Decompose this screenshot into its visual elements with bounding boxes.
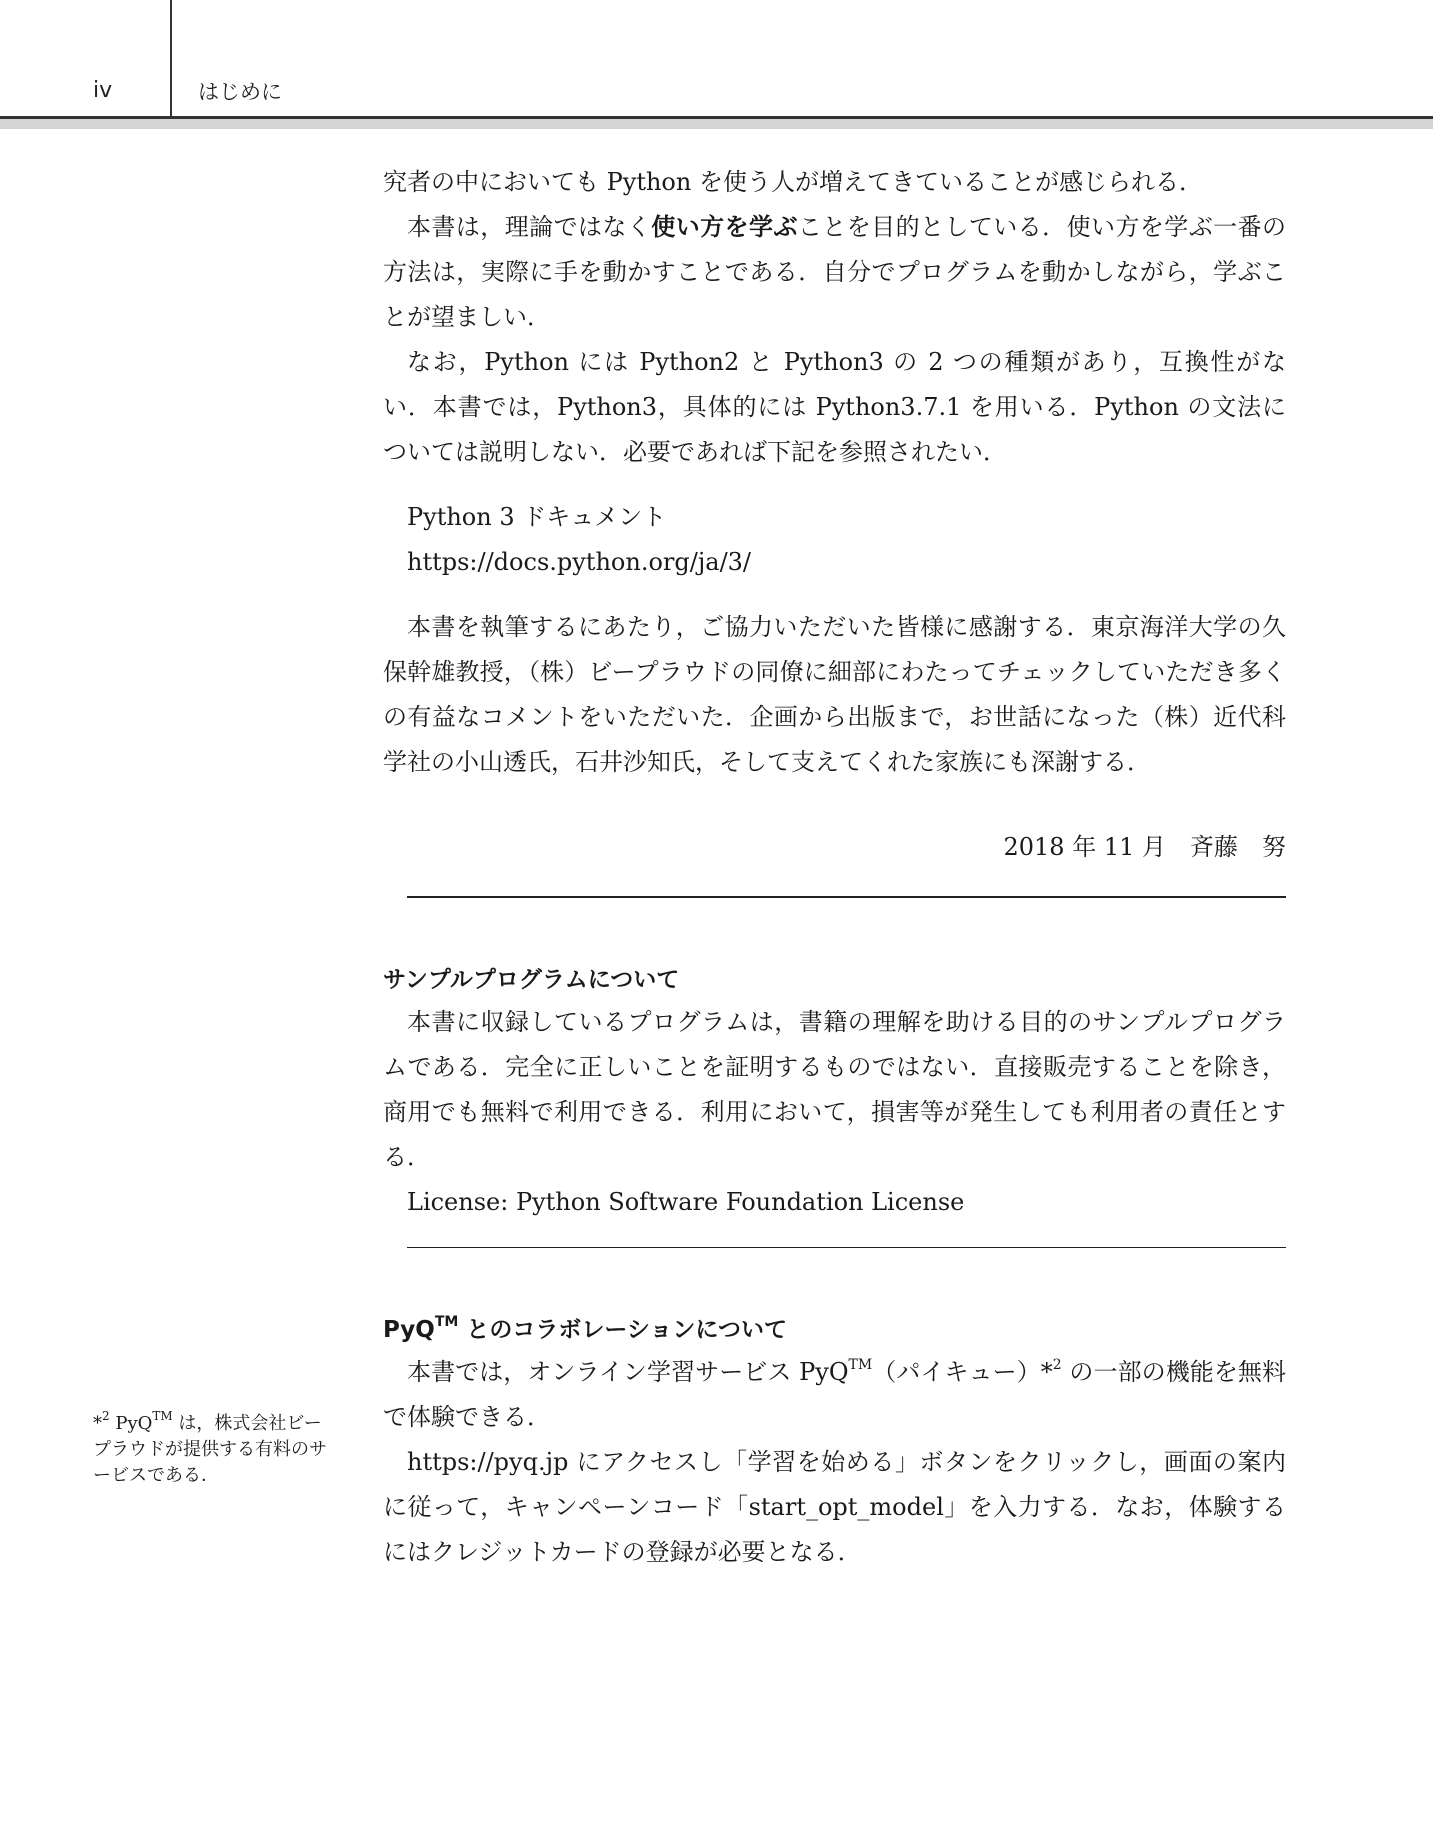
pyq-paragraph-1 <box>383 1350 1286 1440</box>
trademark-mark: TM <box>152 1409 173 1423</box>
sample-section-heading: サンプルプログラムについて <box>383 966 680 993</box>
pyq-paragraph-2: https://pyq.jp にアクセスし「学習を始める」ボタンをクリックし，画面の案内に従って，キャンペーンコード「start_opt_model」を入力する．なお，体験するにはクレジットカードの登録が必要となる． <box>383 1448 1286 1566</box>
pyq-p1-tail: の一部の機能を無料で体験できる． <box>383 1358 1286 1431</box>
signature <box>383 825 1286 870</box>
pyq-heading-prefix: PyQ <box>383 1317 435 1343</box>
footnote-mark: 2 <box>1052 1357 1062 1373</box>
header-band <box>0 119 1433 129</box>
intro-paragraph-1: 究者の中においても Python を使う人が増えてきていることが感じられる． <box>383 168 1203 196</box>
sample-section-body: 本書に収録しているプログラムは，書籍の理解を助ける目的のサンプルプログラムである．完全に正しいことを証明するものではない．直接販売することを除き，商用でも無料で利用できる．利用において，損害等が発生しても利用者の責任とする． <box>383 1007 1286 1171</box>
reference-url: https://docs.python.org/ja/3/ <box>407 548 752 576</box>
sidenote-number: 2 <box>102 1409 110 1423</box>
sidenote-text: は，株式会社ビープラウドが提供する有料のサービスである． <box>93 1413 327 1486</box>
signature-date: 2018 年 11 月 <box>1003 833 1166 861</box>
pyq-section-heading <box>383 1310 1286 1350</box>
reference-title: Python 3 ドキュメント <box>407 503 667 531</box>
pyq-p1-middle: （パイキュー）* <box>872 1358 1053 1386</box>
reference-block <box>383 495 1286 585</box>
pyq-p1-lead: 本書では，オンライン学習サービス PyQ <box>407 1358 849 1386</box>
page-number: iv <box>93 78 113 103</box>
section-divider <box>407 896 1286 898</box>
sidenote-lead: PyQ <box>109 1413 153 1434</box>
main-column <box>383 160 1286 1575</box>
intro-paragraph-2 <box>383 205 1286 340</box>
emphasis-text: 使い方を学ぶ <box>651 213 798 241</box>
sidenote <box>93 1411 333 1489</box>
trademark-mark: TM <box>848 1357 873 1373</box>
section-divider <box>407 1247 1286 1249</box>
pyq-heading-suffix: とのコラボレーションについて <box>458 1317 787 1343</box>
signature-name: 斉藤 努 <box>1190 833 1286 861</box>
chapter-title: はじめに <box>198 80 282 104</box>
intro-p2-tail: ことを目的としている．使い方を学ぶ一番の方法は，実際に手を動かすことである．自分でプログラムを動かしながら，学ぶことが望ましい． <box>383 213 1287 331</box>
license-line: License: Python Software Foundation License <box>407 1187 965 1216</box>
trademark-mark: TM <box>434 1314 459 1331</box>
sidenote-asterisk: * <box>93 1413 102 1434</box>
header-divider <box>170 0 172 116</box>
intro-paragraph-3: なお，Python には Python2 と Python3 の 2 つの種類があり，互換性がない．本書では，Python3，具体的には Python3.7.1 を用いる．Python の文法については説明しない．必要であれば下記を参照されたい． <box>383 348 1286 466</box>
intro-p2-lead: 本書は，理論ではなく <box>407 213 652 241</box>
acknowledgment-paragraph: 本書を執筆するにあたり，ご協力いただいた皆様に感謝する．東京海洋大学の久保幹雄教授，（株）ビープラウドの同僚に細部にわたってチェックしていただき多くの有益なコメントをいただいた．企画から出版まで，お世話になった（株）近代科学社の小山透氏，石井沙知氏，そして支えてくれた家族にも深謝する． <box>383 613 1286 776</box>
